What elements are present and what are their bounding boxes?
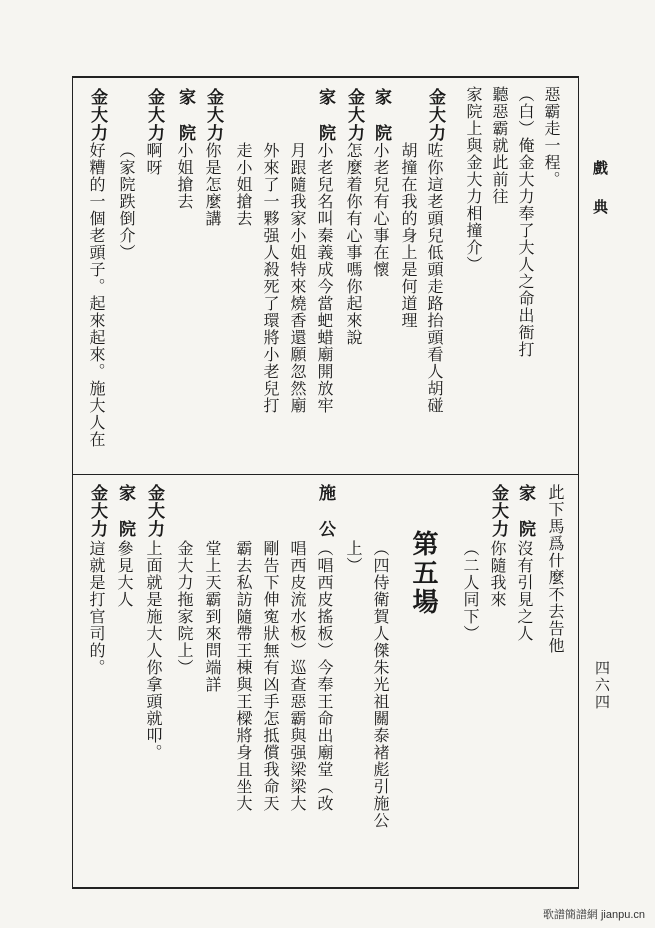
script-line: 唱西皮流水板）巡查惡霸與强梁梁大 [288, 540, 307, 812]
script-line: 啊呀 [144, 142, 163, 176]
script-line: （唱西皮搖板）今奉王命出廟堂（改 [315, 540, 334, 812]
script-line: 月跟隨我家小姐特來燒香還願忽然廟 [288, 142, 307, 414]
script-line: 好糟的一個老頭子。起來起來。施大人在 [87, 142, 106, 448]
middle-rule [72, 474, 579, 475]
speaker: 金大力 [203, 88, 223, 142]
script-line: 小老兒名叫秦義成今當蚆蜡廟開放牢 [315, 142, 334, 414]
script-line: 上面就是施大人你拿頭就叩。 [144, 540, 163, 761]
script-line: 胡撞在我的身上是何道理 [399, 142, 418, 329]
script-line: 聽惡霸就此前往 [490, 86, 509, 205]
script-line: 你隨我來 [488, 540, 507, 608]
script-line: 外來了一夥强人殺死了環將小老兒打 [261, 142, 280, 414]
script-line: 霸去私訪隨帶王棟與王樑將身且坐大 [234, 540, 253, 812]
script-line: 咗你這老頭兒低頭走路抬頭看人胡碰 [425, 142, 444, 414]
speaker: 金大力 [144, 484, 164, 538]
stage-direction: （四侍衛賀人傑朱光祖關泰褚彪引施公 [371, 540, 390, 829]
script-line: 參見大人 [115, 540, 134, 608]
speaker: 家 院 [175, 88, 195, 142]
script-line: 堂上天霸到來問端詳 [203, 540, 222, 693]
stage-direction: （二人同下） [461, 540, 480, 642]
script-line: 惡霸走一程。 [542, 86, 561, 188]
watermark: 歌譜簡譜網 jianpu.cn [542, 909, 645, 921]
speaker: 金大力 [144, 88, 164, 142]
script-line: 此下馬爲什麼不去告他 [546, 484, 565, 654]
speaker: 金大力 [344, 88, 364, 142]
script-line: 剛告下伸寃狀無有凶手怎抵償我命天 [261, 540, 280, 812]
script-line: 走小姐搶去 [234, 142, 253, 227]
speaker: 金大力 [425, 88, 445, 142]
speaker: 施 公 [315, 484, 335, 538]
page-number: 四六四 [593, 660, 611, 711]
speaker: 金大力 [87, 88, 107, 142]
speaker: 家 院 [115, 484, 135, 538]
speaker: 家 院 [315, 88, 335, 142]
stage-direction: （家院跌倒介） [117, 142, 136, 261]
book-title: 戲典 [591, 160, 609, 238]
script-line: 小老兒有心事在懷 [371, 142, 390, 278]
speaker: 家 院 [371, 88, 391, 142]
scene-heading: 第五場 [408, 530, 438, 617]
speaker: 金大力 [87, 484, 107, 538]
script-line: （白）俺金大力奉了大人之命出衙打 [516, 86, 535, 358]
script-line: 小姐搶去 [175, 142, 194, 210]
script-line: 這就是打官司的。 [87, 540, 106, 676]
script-line: 家院上與金大力相撞介） [464, 86, 483, 273]
speaker: 家 院 [515, 484, 535, 538]
script-line: 怎麼着你有心事嗎你起來說 [344, 142, 363, 346]
bottom-rule [72, 887, 579, 889]
top-rule [72, 76, 579, 78]
stage-direction: 金大力拖家院上） [175, 540, 194, 676]
script-line: 沒有引見之人 [515, 540, 534, 642]
stage-direction: 上） [344, 540, 363, 574]
script-line: 你是怎麼講 [203, 142, 222, 227]
speaker: 金大力 [488, 484, 508, 538]
